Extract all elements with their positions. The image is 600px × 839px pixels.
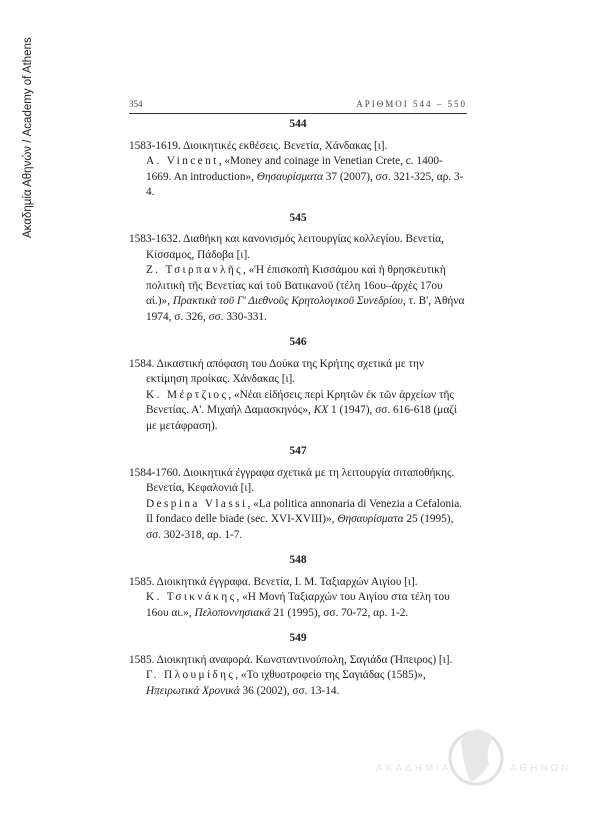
entry-author: Κ. Τσικνάκης: [146, 591, 237, 603]
entry-author: Γ. Πλουμίδης: [146, 669, 236, 681]
catalogue-entry: [129, 211, 467, 326]
entry-reference: [129, 388, 467, 435]
entry-number: 547: [289, 445, 307, 457]
running-head: [129, 99, 467, 113]
catalogue-entry: [129, 444, 467, 543]
entry-description: Δικαστική απόφαση του Δούκα της Κρήτης σχετικά με την εκτίμηση προίκας. Χάνδακας [ι].: [146, 357, 425, 385]
entry-description-line: [129, 653, 467, 669]
entry-description: Διοικητικά έγγραφα. Βενετία, Ι. Μ. Ταξιαρχών Αιγίου [ι].: [156, 575, 418, 588]
side-label: [18, 38, 38, 238]
entry-reference-text: , «Ἡ ἐπισκοπὴ Κισσάμου καὶ ἡ θρησκευτικὴ πολιτικὴ τῆς Βενετίας καὶ τοῦ Βατικανοῦ (τέλη 16ου–ἀρχὲς 17ου αἰ.)»,: [146, 264, 446, 307]
entry-date: 1584-1760.: [129, 466, 181, 479]
catalogue-entry: [129, 117, 467, 201]
entry-number: 549: [289, 632, 307, 644]
catalogue-entry: [129, 335, 467, 434]
entry-reference: [129, 154, 467, 201]
entry-description-line: [129, 232, 467, 263]
catalogue-content: [129, 117, 467, 699]
entry-journal: ΚΧ: [313, 404, 329, 416]
entry-reference: [129, 590, 467, 621]
entry-reference: [129, 668, 467, 699]
page-number: 354: [129, 99, 143, 109]
entry-number: 544: [289, 118, 307, 130]
entry-number: 546: [289, 336, 307, 348]
entry-journal: Ηπειρωτικά Χρονικά: [146, 684, 240, 697]
entry-author: A. Vincent: [146, 155, 219, 167]
entry-reference: [129, 263, 467, 325]
entry-number: 548: [289, 554, 307, 566]
entry-reference-text: , «La politica annonaria di Venezia a Cefalonia. Il fondaco delle biade (sec. XVI-XVIII)»,: [146, 497, 463, 525]
entry-description-line: [129, 575, 467, 591]
entry-reference-tail: 36 (2002), σσ. 13-14.: [239, 684, 340, 697]
entry-reference-tail: 1 (1947), σσ. 616-618 (μαζί με μετάφραση).: [146, 404, 457, 432]
entry-journal: Θησαυρίσματα: [337, 513, 404, 525]
entry-description: Διοικητικά έγγραφα σχετικά με τη λειτουργία σιταποθήκης. Βενετία, Κεφαλονιά [ι].: [146, 466, 455, 494]
entry-reference-text: , «Money and coinage in Venetian Crete, c. 1400-1669. An introduction»,: [146, 155, 443, 183]
catalogue-entry: [129, 631, 467, 699]
entry-reference-tail: 21 (1995), σσ. 70-72, αρ. 1-2.: [270, 606, 409, 619]
watermark-right-text: ΑΘΗΝΩΝ: [510, 763, 572, 774]
entry-description-line: [129, 466, 467, 497]
entry-author: Κ. Μέρτζιος: [146, 388, 229, 401]
entry-description-line: [129, 139, 467, 155]
entry-reference-tail: , τ. Β', Ἀθήνα 1974, σ. 326, σσ. 330-331.: [146, 295, 465, 323]
entry-date: 1585.: [129, 575, 155, 588]
entry-reference-text: , «Νέαι εἰδήσεις περὶ Κρητῶν ἐκ τῶν ἀρχείων τῆς Βενετίας. Α'. Μιχαὴλ Δαμασκηνός»,: [146, 388, 454, 416]
running-title: ΑΡΙΘΜΟΙ 544 – 550: [356, 99, 467, 109]
entry-reference-text: , «Το ιχθυοτροφείο της Σαγιάδας (1585)»,: [235, 669, 426, 681]
entry-date: 1585.: [129, 653, 155, 666]
entry-reference-text: , «Η Μονή Ταξιαρχών του Αιγίου στα τέλη του 16ου αι.»,: [146, 591, 450, 619]
entry-number: 545: [289, 211, 307, 224]
entry-author: Ζ. Τσιρπανλῆς: [146, 264, 244, 276]
entry-journal: Θησαυρίσματα: [256, 170, 323, 183]
athena-head-icon: [441, 720, 511, 800]
entry-description: Διοικητική αναφορά. Κωνσταντινούπολη, Σαγιάδα (Ήπειρος) [ι].: [156, 653, 453, 666]
entry-description: Διαθήκη και κανονισμός λειτουργίας κολλεγίου. Βενετία, Κίσσαμος, Πάδοβα [ι].: [146, 233, 444, 261]
entry-reference: [129, 497, 467, 544]
entry-date: 1583-1619.: [129, 139, 181, 152]
entry-reference-tail: 25 (1995), σσ. 302-318, αρ. 1-7.: [146, 513, 454, 541]
catalogue-entry: [129, 553, 467, 621]
header-rule: [129, 113, 467, 114]
entry-description: Διοικητικές εκθέσεις. Βενετία, Χάνδακας [ι].: [182, 139, 388, 152]
entry-date: 1583-1632.: [129, 233, 181, 245]
entry-reference-tail: 37 (2007), σσ. 321-325, αρ. 3-4.: [146, 170, 464, 198]
entry-date: 1584.: [129, 357, 155, 370]
side-label-text: Ακαδημία Αθηνών / Academy of Athens: [22, 37, 34, 238]
entry-author: Despina Vlassi: [146, 497, 248, 510]
watermark-left-text: ΑΚΑΔΗΜΙΑ: [376, 763, 452, 774]
academy-watermark: [376, 720, 576, 800]
entry-description-line: [129, 357, 467, 388]
entry-journal: Πρακτικὰ τοῦ Γ' Διεθνοῦς Κρητολογικοῦ Συνεδρίου: [172, 295, 403, 307]
entry-journal: Πελοποννησιακά: [194, 606, 271, 619]
